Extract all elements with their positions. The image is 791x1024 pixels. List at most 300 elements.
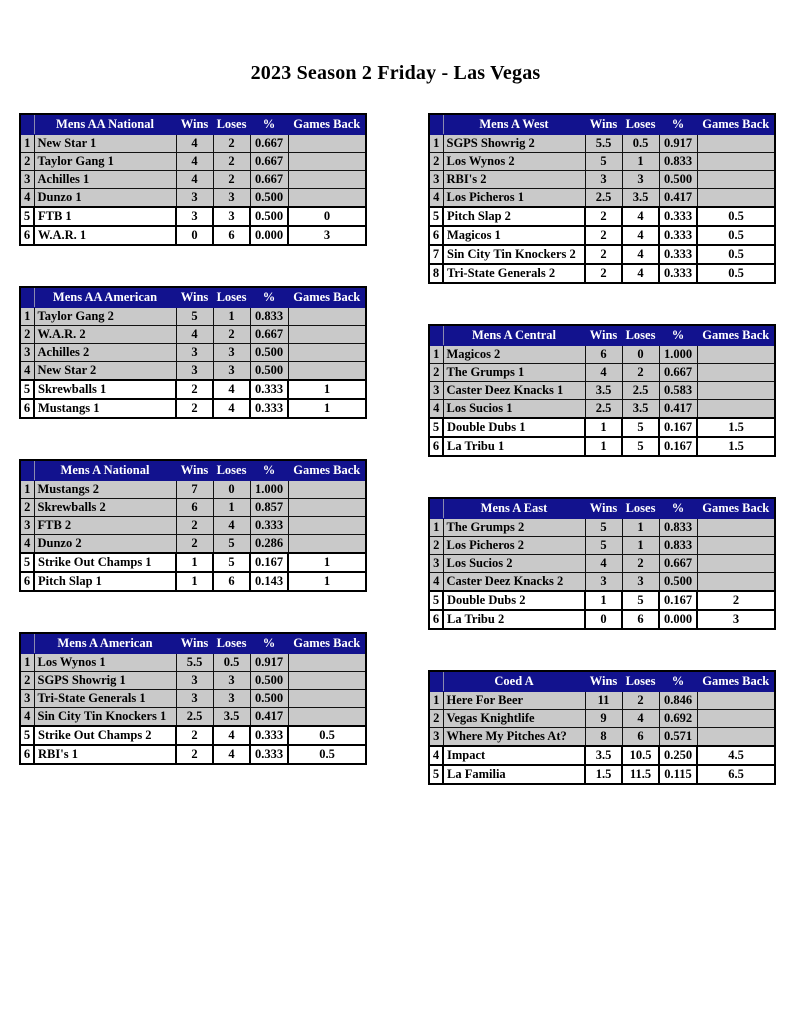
wins-cell: 3	[176, 189, 213, 208]
pct-cell: 0.833	[659, 519, 697, 537]
pct-cell: 0.333	[250, 380, 288, 399]
pct-cell: 0.500	[250, 690, 288, 708]
standings-table-mens-a-east	[428, 497, 776, 630]
loses-cell: 2	[622, 692, 659, 710]
wins-cell: 4	[176, 171, 213, 189]
loses-cell: 4	[213, 380, 250, 399]
team-cell: Los Wynos 1	[34, 654, 176, 672]
loses-cell: 4	[622, 226, 659, 245]
pct-cell: 0.667	[250, 171, 288, 189]
loses-cell: 3	[622, 573, 659, 592]
gb-cell	[697, 171, 775, 189]
gb-cell	[288, 308, 366, 326]
wins-cell: 9	[585, 710, 622, 728]
games-back-header: Games Back	[697, 671, 775, 692]
header-row	[429, 325, 775, 346]
table-row	[429, 346, 775, 364]
rank-cell: 4	[20, 708, 34, 727]
loses-cell: 6	[622, 610, 659, 629]
team-cell: Los Picheros 2	[443, 537, 585, 555]
rank-header	[429, 498, 443, 519]
gb-cell	[697, 519, 775, 537]
team-cell: Taylor Gang 1	[34, 153, 176, 171]
pct-cell: 0.667	[659, 555, 697, 573]
team-cell: La Familia	[443, 765, 585, 784]
team-cell: Sin City Tin Knockers 2	[443, 245, 585, 264]
loses-cell: 1	[622, 519, 659, 537]
loses-cell: 4	[213, 399, 250, 418]
wins-header: Wins	[585, 325, 622, 346]
rank-cell: 6	[20, 226, 34, 245]
loses-cell: 0.5	[213, 654, 250, 672]
pct-cell: 0.000	[659, 610, 697, 629]
table-row	[429, 537, 775, 555]
table-row	[429, 189, 775, 208]
team-cell: RBI's 2	[443, 171, 585, 189]
gb-cell	[697, 710, 775, 728]
loses-cell: 3	[213, 690, 250, 708]
gb-cell: 6.5	[697, 765, 775, 784]
rank-cell: 5	[429, 207, 443, 226]
gb-cell	[288, 135, 366, 153]
loses-header: Loses	[213, 114, 250, 135]
wins-cell: 0	[585, 610, 622, 629]
team-cell: The Grumps 2	[443, 519, 585, 537]
gb-cell: 1.5	[697, 418, 775, 437]
standings-table-mens-a-central	[428, 324, 776, 457]
loses-cell: 1	[213, 308, 250, 326]
rank-cell: 3	[20, 344, 34, 362]
pct-cell: 0.500	[250, 672, 288, 690]
division-header: Mens AA National	[34, 114, 176, 135]
wins-cell: 2.5	[176, 708, 213, 727]
loses-cell: 2	[622, 555, 659, 573]
rank-cell: 3	[20, 690, 34, 708]
table-row	[429, 610, 775, 629]
rank-cell: 1	[429, 135, 443, 153]
gb-cell	[288, 654, 366, 672]
gb-cell	[697, 537, 775, 555]
gb-cell: 2	[697, 591, 775, 610]
header-row	[20, 460, 366, 481]
gb-cell: 0.5	[288, 745, 366, 764]
pct-cell: 0.333	[250, 517, 288, 535]
table-row	[20, 672, 366, 690]
pct-header: %	[250, 633, 288, 654]
gb-cell: 3	[697, 610, 775, 629]
header-row	[20, 287, 366, 308]
wins-cell: 8	[585, 728, 622, 747]
pct-cell: 0.167	[659, 418, 697, 437]
team-cell: FTB 2	[34, 517, 176, 535]
loses-cell: 3	[213, 344, 250, 362]
standings-table-mens-a-american	[19, 632, 367, 765]
header-row	[429, 671, 775, 692]
rank-cell: 3	[429, 171, 443, 189]
loses-cell: 3	[213, 362, 250, 381]
team-cell: Achilles 2	[34, 344, 176, 362]
rank-cell: 4	[20, 189, 34, 208]
loses-cell: 5	[622, 418, 659, 437]
rank-cell: 2	[429, 710, 443, 728]
gb-cell: 0.5	[697, 226, 775, 245]
rank-cell: 3	[429, 555, 443, 573]
wins-cell: 2.5	[585, 189, 622, 208]
table-row	[20, 226, 366, 245]
rank-header	[20, 460, 34, 481]
rank-cell: 6	[429, 610, 443, 629]
gb-cell: 0.5	[697, 245, 775, 264]
gb-cell	[697, 382, 775, 400]
wins-cell: 2	[176, 380, 213, 399]
gb-cell	[288, 672, 366, 690]
wins-cell: 2	[176, 399, 213, 418]
rank-cell: 7	[429, 245, 443, 264]
rank-cell: 3	[20, 171, 34, 189]
rank-cell: 5	[429, 418, 443, 437]
table-row	[429, 519, 775, 537]
wins-cell: 4	[585, 364, 622, 382]
table-row	[429, 418, 775, 437]
team-cell: The Grumps 1	[443, 364, 585, 382]
games-back-header: Games Back	[697, 114, 775, 135]
table-row	[20, 535, 366, 554]
loses-header: Loses	[213, 460, 250, 481]
team-cell: Magicos 1	[443, 226, 585, 245]
wins-cell: 4	[176, 153, 213, 171]
team-cell: Here For Beer	[443, 692, 585, 710]
loses-cell: 4	[213, 745, 250, 764]
team-cell: New Star 1	[34, 135, 176, 153]
rank-header	[429, 325, 443, 346]
table-row	[429, 400, 775, 419]
pct-header: %	[659, 671, 697, 692]
loses-cell: 5	[622, 591, 659, 610]
gb-cell	[288, 535, 366, 554]
pct-cell: 0.500	[659, 171, 697, 189]
team-cell: SGPS Showrig 2	[443, 135, 585, 153]
games-back-header: Games Back	[288, 460, 366, 481]
gb-cell: 3	[288, 226, 366, 245]
loses-cell: 3.5	[213, 708, 250, 727]
gb-cell	[288, 326, 366, 344]
table-row	[429, 264, 775, 283]
loses-cell: 2	[622, 364, 659, 382]
rank-cell: 2	[20, 326, 34, 344]
pct-cell: 0.500	[659, 573, 697, 592]
division-header: Mens A National	[34, 460, 176, 481]
rank-cell: 5	[20, 380, 34, 399]
team-cell: Double Dubs 2	[443, 591, 585, 610]
rank-cell: 3	[20, 517, 34, 535]
standings-table-mens-aa-american	[19, 286, 367, 419]
loses-cell: 2	[213, 153, 250, 171]
gb-cell: 4.5	[697, 746, 775, 765]
team-cell: Vegas Knightlife	[443, 710, 585, 728]
team-cell: Los Picheros 1	[443, 189, 585, 208]
rank-cell: 4	[429, 573, 443, 592]
pct-cell: 0.500	[250, 207, 288, 226]
wins-header: Wins	[176, 114, 213, 135]
gb-cell: 1	[288, 399, 366, 418]
pct-cell: 0.333	[250, 726, 288, 745]
games-back-header: Games Back	[288, 633, 366, 654]
wins-cell: 3	[585, 573, 622, 592]
table-row	[20, 726, 366, 745]
table-row	[20, 308, 366, 326]
table-row	[20, 344, 366, 362]
table-row	[20, 207, 366, 226]
team-cell: Dunzo 2	[34, 535, 176, 554]
gb-cell: 0.5	[288, 726, 366, 745]
team-cell: Los Sucios 1	[443, 400, 585, 419]
rank-cell: 1	[20, 481, 34, 499]
table-row	[429, 437, 775, 456]
pct-header: %	[659, 114, 697, 135]
team-cell: Caster Deez Knacks 1	[443, 382, 585, 400]
table-row	[429, 692, 775, 710]
pct-cell: 0.417	[250, 708, 288, 727]
loses-cell: 11.5	[622, 765, 659, 784]
pct-cell: 0.833	[659, 153, 697, 171]
team-cell: Mustangs 1	[34, 399, 176, 418]
table-row	[429, 710, 775, 728]
gb-cell	[288, 171, 366, 189]
table-row	[429, 245, 775, 264]
page-title: 2023 Season 2 Friday - Las Vegas	[250, 62, 541, 84]
wins-cell: 5	[176, 308, 213, 326]
pct-cell: 0.833	[659, 537, 697, 555]
loses-cell: 2	[213, 326, 250, 344]
wins-cell: 3	[176, 362, 213, 381]
loses-cell: 2.5	[622, 382, 659, 400]
division-header: Mens A Central	[443, 325, 585, 346]
team-cell: Caster Deez Knacks 2	[443, 573, 585, 592]
rank-cell: 2	[20, 153, 34, 171]
wins-cell: 5.5	[176, 654, 213, 672]
team-cell: Achilles 1	[34, 171, 176, 189]
gb-cell	[288, 344, 366, 362]
loses-cell: 6	[622, 728, 659, 747]
wins-cell: 1	[585, 591, 622, 610]
wins-cell: 2	[176, 745, 213, 764]
table-row	[20, 362, 366, 381]
team-cell: Strike Out Champs 2	[34, 726, 176, 745]
wins-cell: 2.5	[585, 400, 622, 419]
table-row	[429, 364, 775, 382]
standings-table-mens-a-national	[19, 459, 367, 592]
gb-cell	[697, 189, 775, 208]
wins-cell: 3	[176, 690, 213, 708]
rank-cell: 1	[20, 135, 34, 153]
wins-cell: 3.5	[585, 382, 622, 400]
wins-cell: 2	[585, 226, 622, 245]
gb-cell	[697, 692, 775, 710]
pct-cell: 0.333	[659, 264, 697, 283]
pct-cell: 0.846	[659, 692, 697, 710]
team-cell: Pitch Slap 1	[34, 572, 176, 591]
header-row	[20, 633, 366, 654]
gb-cell	[288, 189, 366, 208]
wins-cell: 3	[176, 207, 213, 226]
pct-header: %	[659, 498, 697, 519]
wins-header: Wins	[585, 671, 622, 692]
team-cell: Impact	[443, 746, 585, 765]
rank-cell: 2	[429, 364, 443, 382]
rank-cell: 4	[429, 189, 443, 208]
division-header: Coed A	[443, 671, 585, 692]
pct-cell: 1.000	[659, 346, 697, 364]
pct-cell: 0.333	[659, 245, 697, 264]
loses-cell: 4	[622, 245, 659, 264]
loses-cell: 1	[622, 537, 659, 555]
wins-cell: 3	[176, 344, 213, 362]
gb-cell	[288, 517, 366, 535]
wins-cell: 7	[176, 481, 213, 499]
table-row	[20, 499, 366, 517]
loses-cell: 4	[622, 710, 659, 728]
division-header: Mens AA American	[34, 287, 176, 308]
team-cell: Skrewballs 1	[34, 380, 176, 399]
rank-cell: 2	[20, 672, 34, 690]
wins-cell: 4	[176, 326, 213, 344]
pct-cell: 0.167	[659, 437, 697, 456]
pct-cell: 0.333	[250, 745, 288, 764]
wins-cell: 2	[176, 535, 213, 554]
rank-cell: 3	[429, 728, 443, 747]
rank-cell: 5	[20, 726, 34, 745]
rank-cell: 8	[429, 264, 443, 283]
header-row	[429, 114, 775, 135]
wins-cell: 0	[176, 226, 213, 245]
rank-cell: 4	[429, 746, 443, 765]
gb-cell	[288, 708, 366, 727]
wins-cell: 2	[585, 264, 622, 283]
team-cell: Los Sucios 2	[443, 555, 585, 573]
pct-cell: 0.333	[659, 207, 697, 226]
wins-header: Wins	[585, 114, 622, 135]
wins-cell: 2	[176, 726, 213, 745]
games-back-header: Games Back	[288, 287, 366, 308]
table-row	[20, 708, 366, 727]
pct-cell: 0.917	[250, 654, 288, 672]
gb-cell: 1.5	[697, 437, 775, 456]
table-row	[20, 517, 366, 535]
pct-cell: 0.857	[250, 499, 288, 517]
games-back-header: Games Back	[288, 114, 366, 135]
loses-cell: 4	[213, 517, 250, 535]
standings-table-mens-aa-national	[19, 113, 367, 246]
loses-cell: 3	[213, 207, 250, 226]
pct-header: %	[250, 287, 288, 308]
team-cell: Tri-State Generals 2	[443, 264, 585, 283]
gb-cell	[697, 364, 775, 382]
table-row	[429, 573, 775, 592]
table-row	[20, 553, 366, 572]
loses-header: Loses	[622, 325, 659, 346]
pct-cell: 0.667	[250, 153, 288, 171]
games-back-header: Games Back	[697, 498, 775, 519]
wins-cell: 4	[585, 555, 622, 573]
pct-cell: 0.417	[659, 189, 697, 208]
wins-cell: 5.5	[585, 135, 622, 153]
wins-cell: 3	[176, 672, 213, 690]
team-cell: W.A.R. 1	[34, 226, 176, 245]
loses-header: Loses	[622, 498, 659, 519]
rank-cell: 5	[20, 553, 34, 572]
pct-header: %	[659, 325, 697, 346]
loses-cell: 10.5	[622, 746, 659, 765]
team-cell: Mustangs 2	[34, 481, 176, 499]
team-cell: Los Wynos 2	[443, 153, 585, 171]
rank-cell: 1	[429, 692, 443, 710]
loses-cell: 3	[213, 672, 250, 690]
loses-header: Loses	[213, 633, 250, 654]
team-cell: Magicos 2	[443, 346, 585, 364]
wins-cell: 6	[176, 499, 213, 517]
pct-cell: 0.692	[659, 710, 697, 728]
division-header: Mens A West	[443, 114, 585, 135]
table-row	[20, 690, 366, 708]
pct-cell: 0.167	[659, 591, 697, 610]
rank-header	[429, 114, 443, 135]
rank-cell: 6	[429, 226, 443, 245]
gb-cell	[697, 400, 775, 419]
pct-cell: 0.667	[659, 364, 697, 382]
wins-header: Wins	[585, 498, 622, 519]
team-cell: SGPS Showrig 1	[34, 672, 176, 690]
wins-header: Wins	[176, 633, 213, 654]
rank-cell: 1	[429, 519, 443, 537]
pct-cell: 0.333	[250, 399, 288, 418]
gb-cell	[697, 153, 775, 171]
wins-cell: 1	[585, 437, 622, 456]
division-header: Mens A American	[34, 633, 176, 654]
table-row	[20, 745, 366, 764]
pct-cell: 0.500	[250, 189, 288, 208]
rank-cell: 6	[20, 745, 34, 764]
wins-cell: 1	[176, 553, 213, 572]
games-back-header: Games Back	[697, 325, 775, 346]
gb-cell	[288, 481, 366, 499]
pct-cell: 0.333	[659, 226, 697, 245]
table-row	[429, 591, 775, 610]
wins-cell: 1	[176, 572, 213, 591]
table-row	[20, 572, 366, 591]
rank-cell: 1	[429, 346, 443, 364]
wins-cell: 3	[585, 171, 622, 189]
table-row	[20, 135, 366, 153]
rank-cell: 6	[429, 437, 443, 456]
team-cell: Skrewballs 2	[34, 499, 176, 517]
rank-header	[429, 671, 443, 692]
pct-cell: 1.000	[250, 481, 288, 499]
team-cell: W.A.R. 2	[34, 326, 176, 344]
standings-table-mens-a-west	[428, 113, 776, 284]
team-cell: New Star 2	[34, 362, 176, 381]
pct-header: %	[250, 114, 288, 135]
team-cell: Double Dubs 1	[443, 418, 585, 437]
table-row	[20, 189, 366, 208]
wins-cell: 1.5	[585, 765, 622, 784]
loses-cell: 0	[622, 346, 659, 364]
table-row	[429, 207, 775, 226]
team-cell: Taylor Gang 2	[34, 308, 176, 326]
team-cell: Where My Pitches At?	[443, 728, 585, 747]
rank-cell: 4	[429, 400, 443, 419]
pct-cell: 0.500	[250, 344, 288, 362]
team-cell: Strike Out Champs 1	[34, 553, 176, 572]
